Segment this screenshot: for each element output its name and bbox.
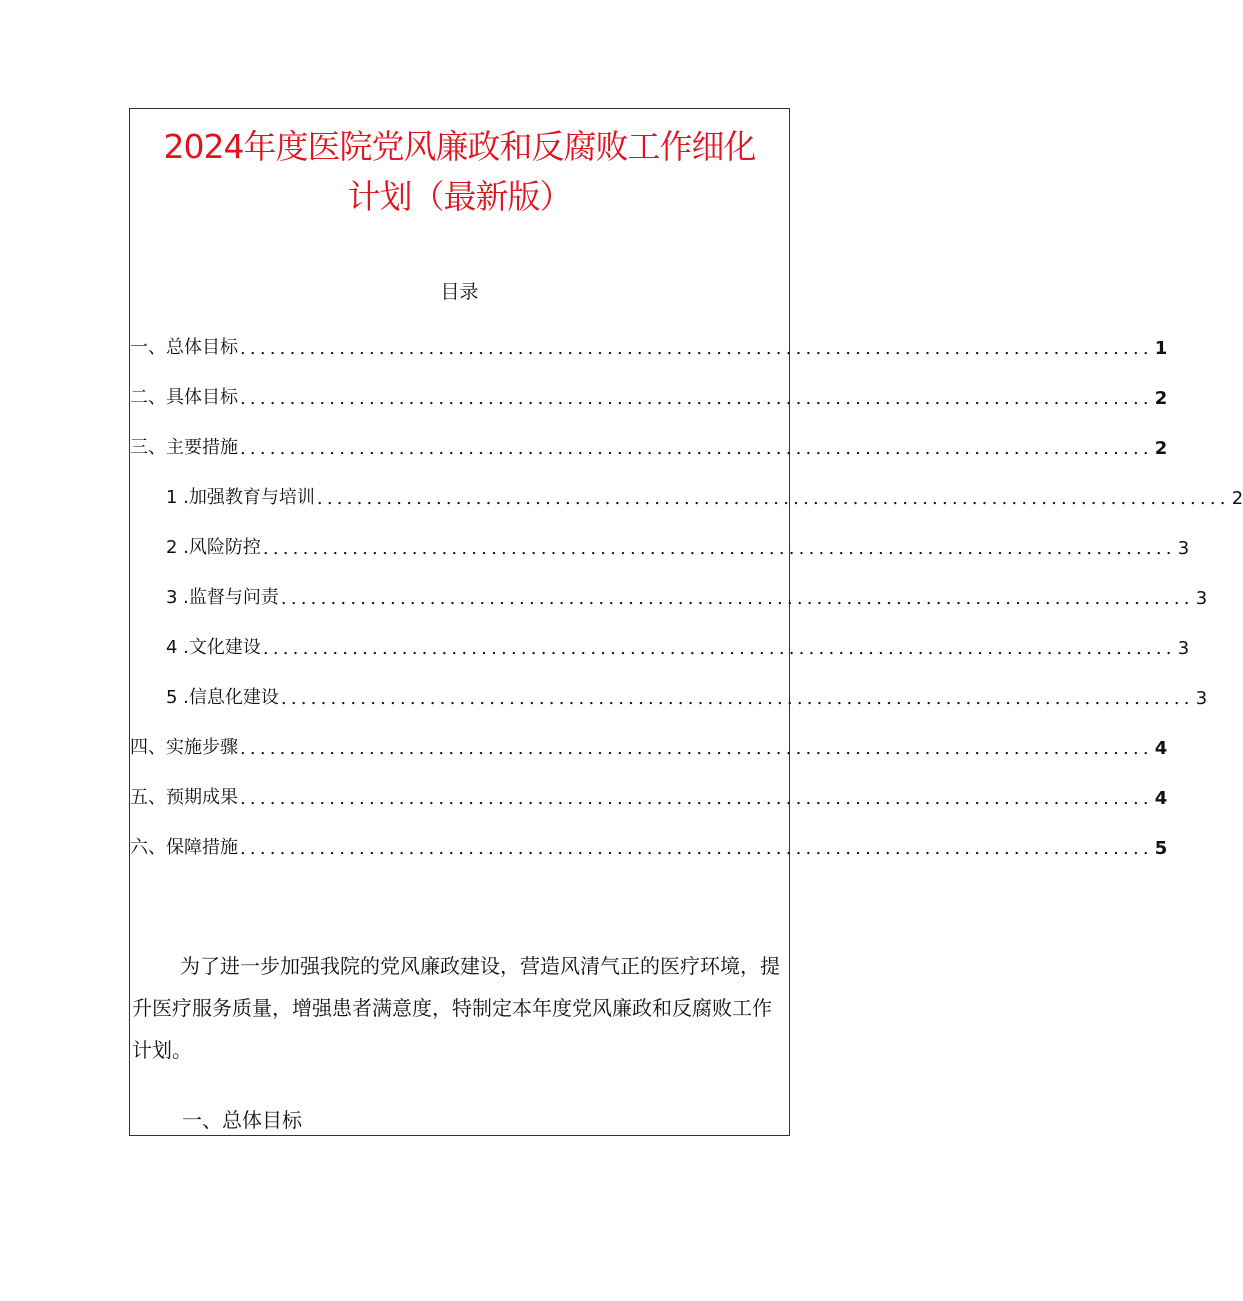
toc-item-safeguards[interactable]: 六、保障措施 ............................................................................................ 5 bbox=[130, 837, 1168, 859]
document-title-line1: 2024年度医院党风廉政和反腐败工作细化 bbox=[163, 127, 756, 166]
toc-item-overall-goals[interactable]: 一、总体目标 ............................................................................................ 1 bbox=[130, 337, 1168, 359]
section-heading-overall-goals: 一、总体目标 bbox=[182, 1108, 302, 1132]
toc-item-informatization[interactable]: 5 .信息化建设 ............................................................................................ 3 bbox=[166, 687, 1208, 709]
intro-paragraph: 为了进一步加强我院的党风廉政建设，营造风清气正的医疗环境，提升医疗服务质量，增强患者满意度，特制定本年度党风廉政和反腐败工作计划。 bbox=[132, 954, 780, 1062]
toc-item-implementation[interactable]: 四、实施步骤 ............................................................................................ 4 bbox=[130, 737, 1168, 759]
toc-item-education-training[interactable]: 1 .加强教育与培训 ............................................................................................ 2 bbox=[166, 487, 1243, 509]
table-of-contents bbox=[130, 317, 1243, 867]
toc-item-expected-results[interactable]: 五、预期成果 ............................................................................................ 4 bbox=[130, 787, 1168, 809]
document-frame bbox=[129, 108, 1243, 1136]
toc-item-specific-goals[interactable]: 二、具体目标 ............................................................................................ 2 bbox=[130, 387, 1168, 409]
toc-item-culture[interactable]: 4 .文化建设 ............................................................................................ 3 bbox=[166, 637, 1190, 659]
toc-heading: 目录 bbox=[440, 281, 479, 303]
document-title-line2: 计划（最新版） bbox=[347, 177, 572, 216]
toc-item-supervision[interactable]: 3 .监督与问责 ............................................................................................ 3 bbox=[166, 587, 1208, 609]
toc-item-main-measures[interactable]: 三、主要措施 ............................................................................................ 2 bbox=[130, 437, 1168, 459]
toc-item-risk-control[interactable]: 2 .风险防控 ............................................................................................ 3 bbox=[166, 537, 1190, 559]
